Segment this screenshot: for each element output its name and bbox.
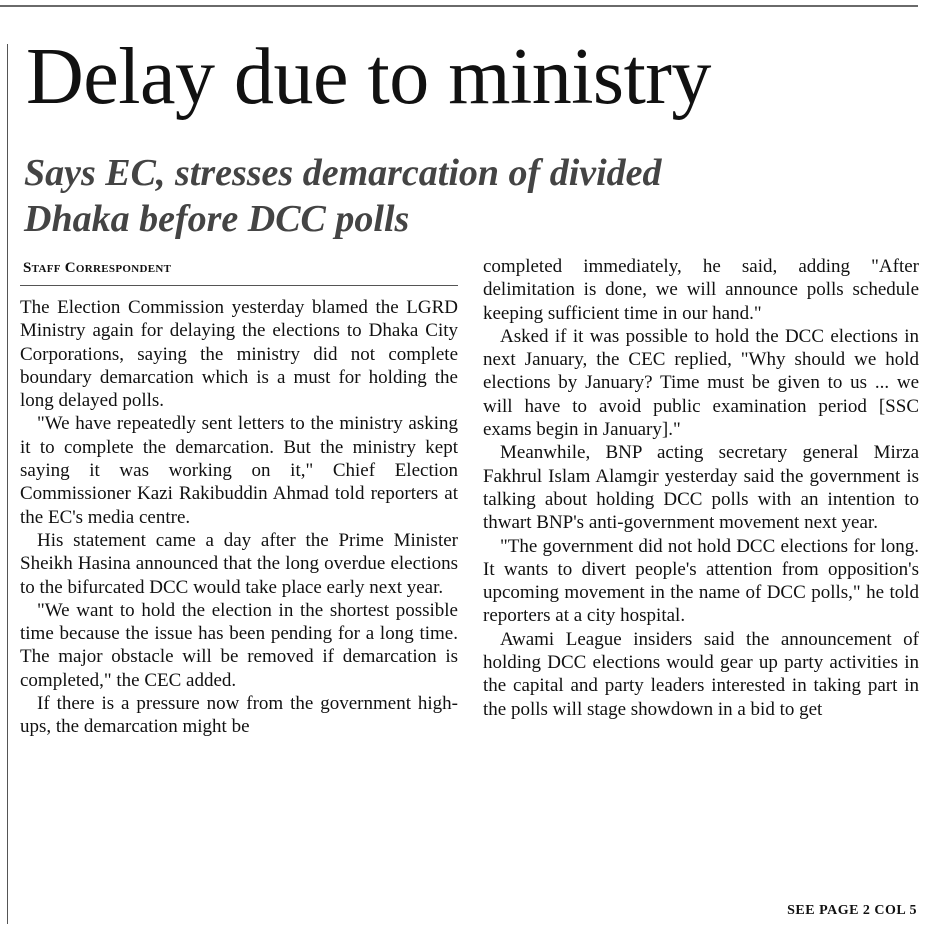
subheadline [24, 150, 662, 242]
article-column-2 [483, 255, 919, 721]
subhead-line-2: Dhaka before DCC polls [24, 198, 410, 240]
paragraph: Meanwhile, BNP acting secretary general Mirza Fakhrul Islam Alamgir yesterday said the government is talking about holding DCC polls with an intention to thwart BNP's anti-government movement next year. [483, 442, 919, 534]
paragraph: "The government did not hold DCC elections for long. It wants to divert people's attention from opposition's upcoming movement in the name of DCC polls," he told reporters at a city hospital. [483, 535, 919, 627]
headline: Delay due to ministry [26, 33, 711, 121]
article-column-1 [20, 296, 458, 739]
top-rule [0, 5, 918, 7]
column-rule-left [7, 44, 8, 924]
paragraph: Asked if it was possible to hold the DCC elections in next January, the CEC replied, "Why should we hold elections by January? Time must be given to us ... we will have to avoid public examination period [SSC exams begin in January]." [483, 325, 919, 441]
byline: Staff Correspondent [23, 260, 172, 276]
subhead-line-1: Says EC, stresses demarcation of divided [24, 152, 662, 194]
paragraph: "We want to hold the election in the shortest possible time because the issue has been pending for a long time. The major obstacle will be removed if demarcation is completed," the CEC added. [20, 599, 458, 691]
paragraph: The Election Commission yesterday blamed the LGRD Ministry again for delaying the elections to Dhaka City Corporations, saying the ministry did not complete boundary demarcation which is a must for holding the long delayed polls. [20, 297, 458, 412]
paragraph: Awami League insiders said the announcement of holding DCC elections would gear up party activities in the capital and party leaders interested in taking part in the polls will stage showdown in a bid to get [483, 628, 919, 720]
byline-rule [20, 285, 458, 286]
paragraph: completed immediately, he said, adding "After delimitation is done, we will announce polls schedule keeping sufficient time in our hand." [483, 256, 919, 324]
paragraph: "We have repeatedly sent letters to the ministry asking it to complete the demarcation. But the ministry kept saying it was working on it," Chief Election Commissioner Kazi Rakibuddin Ahmad told reporters at the EC's media centre. [20, 413, 458, 528]
continuation-jump: SEE PAGE 2 COL 5 [787, 903, 917, 918]
paragraph: If there is a pressure now from the government high-ups, the demarcation might be [20, 693, 458, 738]
paragraph: His statement came a day after the Prime Minister Sheikh Hasina announced that the long overdue elections to the bifurcated DCC would take place early next year. [20, 529, 458, 598]
